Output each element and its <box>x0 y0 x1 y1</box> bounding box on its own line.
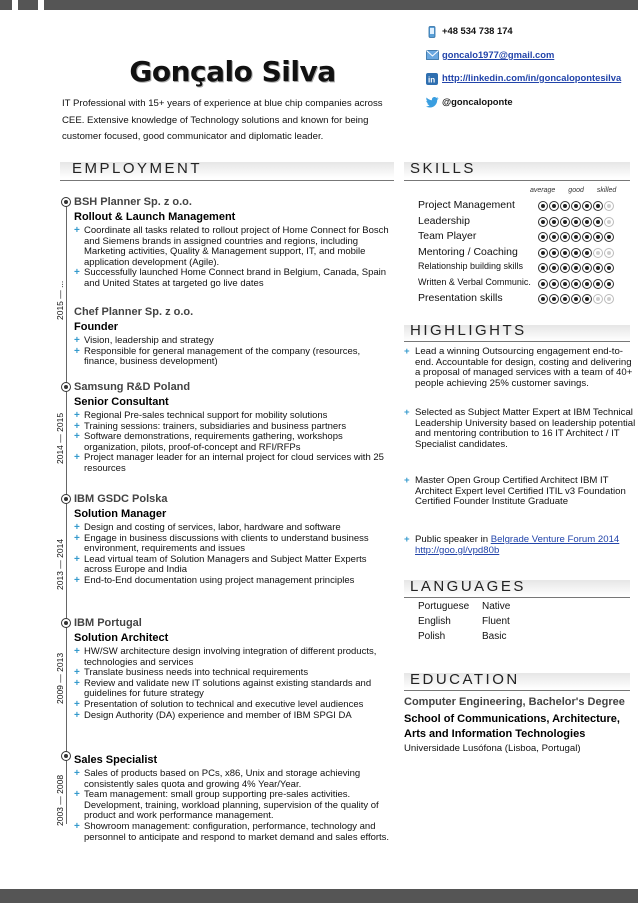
language-level: Fluent <box>482 616 510 627</box>
job-bullet: + HW/SW architecture design involving integration of different products, technologies and services <box>74 647 392 668</box>
twitter-icon <box>426 97 438 108</box>
skill-rating-dot <box>593 279 603 289</box>
phone-icon <box>426 26 438 37</box>
job-bullets <box>74 647 392 721</box>
degree-title: Computer Engineering, Bachelor's Degree <box>404 696 625 708</box>
job-title: Sales Specialist <box>74 754 158 766</box>
language-row <box>418 601 510 616</box>
job-bullet: + Regional Pre-sales technical support for mobility solutions <box>74 411 392 422</box>
job-bullet: + Translate business needs into technical requirements <box>74 668 392 679</box>
job-bullets <box>74 336 392 368</box>
job-bullet: + Review and validate new IT solutions against existing standards and guidelines for future strategy <box>74 679 392 700</box>
skill-rating-dot <box>582 279 592 289</box>
languages-heading: LANGUAGES <box>410 578 526 595</box>
timeline-dot <box>61 494 71 504</box>
job-bullet: + Design Authority (DA) experience and member of IBM SPGI DA <box>74 711 392 722</box>
skill-rating-dot <box>593 217 603 227</box>
skill-rating-dot <box>571 201 581 211</box>
job-title: Senior Consultant <box>74 396 169 408</box>
company-name: IBM Portugal <box>74 617 142 629</box>
years-label: 2013 — 2014 <box>55 538 65 590</box>
belgrade-forum-link[interactable]: Belgrade Venture Forum 2014 <box>490 534 620 545</box>
skill-rating <box>538 248 615 258</box>
skill-rating-dot <box>549 294 559 304</box>
job-bullet: + Project manager leader for an internal project for cloud services with 25 resources <box>74 453 392 474</box>
language-name: Polish <box>418 631 446 642</box>
highlight-item: + Selected as Subject Matter Expert at IBM Technical Leadership University based on leadership potential and mentoring contribution to 16 IT Architect / IT Specialist candidates. <box>404 408 637 451</box>
skill-rating-dot <box>571 263 581 273</box>
skill-rating-dot <box>538 248 548 258</box>
timeline-line <box>66 200 67 824</box>
skill-rating-dot <box>549 263 559 273</box>
envelope-icon <box>426 50 438 61</box>
skill-rating-dot <box>538 201 548 211</box>
job-entry <box>74 617 392 721</box>
skill-rating-dot <box>538 232 548 242</box>
section-divider <box>404 597 630 598</box>
skill-name: Presentation skills <box>418 292 503 304</box>
job-entry <box>74 751 392 843</box>
skill-rating-dot <box>538 294 548 304</box>
job-title: Founder <box>74 321 118 333</box>
skill-rating-dot <box>593 201 603 211</box>
skill-rating-dot <box>604 217 614 227</box>
job-bullet: + Successfully launched Home Connect brand in Belgium, Canada, Spain and United States at targeted go live dates <box>74 268 392 289</box>
job-bullet: + Coordinate all tasks related to rollout project of Home Connect for Bosch and Siemens brands in assigned countries and regions, including Marketing activities, Quality & Management support, IT, and mobile application development (Agile). <box>74 226 392 268</box>
language-name: Portuguese <box>418 601 470 612</box>
job-bullets <box>74 523 392 587</box>
highlight-item: + Lead a winning Outsourcing engagement end-to-end. Accountable for design, costing and delivering a proposal of managed services with a team of 40+ people achieving 25% customer savings. <box>404 347 637 390</box>
skill-rating-dot <box>571 294 581 304</box>
skill-rating-dot <box>593 232 603 242</box>
legend-skilled: skilled <box>596 187 617 194</box>
company-name: IBM GSDC Polska <box>74 493 168 505</box>
university-name: Universidade Lusófona (Lisboa, Portugal) <box>404 743 581 754</box>
job-bullet: + Team management: small group supporting pre-sales activities. Development, training, workload planning, supervision of the quality of product and work performance management. <box>74 790 392 822</box>
job-entry <box>74 493 392 587</box>
skill-rating-dot <box>538 263 548 273</box>
education-entry <box>404 697 629 754</box>
skill-rating-dot <box>538 217 548 227</box>
years-label: 2003 — 2008 <box>55 774 65 826</box>
timeline-dot <box>61 751 71 761</box>
years-label: 2015 — ... <box>55 280 65 320</box>
language-level: Basic <box>482 631 507 642</box>
skill-rating-dot <box>549 248 559 258</box>
language-row <box>418 631 510 646</box>
section-divider <box>60 180 394 181</box>
job-bullet: + Engage in business discussions with clients to understand business environment, requirements and issues <box>74 534 392 555</box>
highlight-item: + Master Open Group Certified Architect IBM IT Architect Expert level Certified ITIL v3 Foundation Certified Founder Institute Graduate <box>404 476 637 508</box>
skill-name: Written & Verbal Communic. <box>418 276 531 287</box>
section-divider <box>404 690 630 691</box>
legend-average: average <box>530 187 556 194</box>
language-row <box>418 616 510 631</box>
linkedin-icon <box>426 73 438 84</box>
company-name: BSH Planner Sp. z o.o. <box>74 196 192 208</box>
languages-table <box>418 601 510 646</box>
contact-linkedin-row <box>426 72 636 84</box>
twitter-handle: @goncaloponte <box>442 96 513 107</box>
skill-rating-dot <box>560 201 570 211</box>
job-bullet: + Lead virtual team of Solution Managers and Subject Matter Experts across Europe and India <box>74 555 392 576</box>
skill-rating-dot <box>538 279 548 289</box>
skill-rating-dot <box>582 248 592 258</box>
years-label: 2014 — 2015 <box>55 412 65 464</box>
phone-number: +48 534 738 174 <box>442 25 513 36</box>
job-title: Solution Architect <box>74 632 169 644</box>
contact-twitter-row <box>426 96 636 108</box>
job-entry <box>74 196 392 290</box>
skill-rating-dot <box>549 279 559 289</box>
skill-rating-dot <box>582 232 592 242</box>
job-bullet: + End-to-End documentation using project management principles <box>74 576 392 587</box>
skill-rating <box>538 294 615 304</box>
skill-rating-dot <box>582 201 592 211</box>
education-heading: EDUCATION <box>410 671 520 688</box>
job-bullets <box>74 769 392 843</box>
job-entry <box>74 381 392 475</box>
company-name: Samsung R&D Poland <box>74 381 191 393</box>
job-entry <box>74 306 392 368</box>
top-bar-gap <box>38 0 44 14</box>
job-bullet: + Software demonstrations, requirements gathering, workshops organization, pilots, proof-of-concept and RFI/RFPs <box>74 432 392 453</box>
skill-rating-dot <box>604 232 614 242</box>
skill-rating-dot <box>604 263 614 273</box>
skill-name: Team Player <box>418 230 477 242</box>
timeline-dot <box>61 197 71 207</box>
skill-name: Relationship building skills <box>418 261 524 271</box>
skill-rating-dot <box>582 294 592 304</box>
skill-rating-dot <box>604 279 614 289</box>
skill-rating-dot <box>571 279 581 289</box>
section-divider <box>404 341 630 342</box>
skill-rating-dot <box>560 294 570 304</box>
job-bullets <box>74 411 392 475</box>
skill-rating-dot <box>560 217 570 227</box>
skill-rating-dot <box>549 232 559 242</box>
years-label: 2009 — 2013 <box>55 652 65 704</box>
skill-rating-dot <box>604 294 614 304</box>
skill-rating-dot <box>560 263 570 273</box>
language-level: Native <box>482 601 511 612</box>
profile-summary: IT Professional with 15+ years of experience at blue chip companies across CEE. Extensive knowledge of Technology solutions and known for being customer focused, good communicator and diplomatic leader. <box>62 98 383 142</box>
skill-rating <box>538 217 615 227</box>
email-link[interactable]: goncalo1977@gmail.com <box>442 49 555 60</box>
contact-email-row <box>426 49 636 61</box>
top-bar-gap <box>12 0 18 14</box>
skills-heading: SKILLS <box>410 160 476 177</box>
skill-name: Leadership <box>418 214 470 227</box>
skill-rating <box>538 201 615 211</box>
skill-rating-dot <box>560 279 570 289</box>
skill-name: Project Management <box>418 199 515 211</box>
linkedin-link[interactable]: http://linkedin.com/in/goncalopontesilva <box>442 72 622 83</box>
language-name: English <box>418 616 451 627</box>
skill-legend <box>530 187 616 194</box>
job-title: Solution Manager <box>74 508 167 520</box>
job-bullet: + Showroom management: configuration, performance, technology and personnel to anticipate and respond to market demand and sales efforts. <box>74 822 392 843</box>
school-name: School of Communications, Architecture, Arts and Information Technologies <box>404 713 620 740</box>
job-bullet: + Sales of products based on PCs, x86, Unix and storage achieving consistently sales quota and growing 4% Year/Year. <box>74 769 392 790</box>
contact-phone-row <box>426 25 636 37</box>
skill-rating-dot <box>604 248 614 258</box>
skill-rating-dot <box>549 217 559 227</box>
skill-rating <box>538 279 615 289</box>
skill-rating-dot <box>560 232 570 242</box>
highlight-item <box>404 535 637 556</box>
timeline-dot <box>61 618 71 628</box>
legend-good: good <box>568 187 584 194</box>
highlight-text: Public speaker in <box>415 534 491 545</box>
skill-rating-dot <box>549 201 559 211</box>
goo-gl-link[interactable]: http://goo.gl/vpd80b <box>415 544 500 556</box>
job-bullet: + Design and costing of services, labor, hardware and software <box>74 523 392 534</box>
timeline-dot <box>61 382 71 392</box>
skill-rating <box>538 263 615 273</box>
skill-rating-dot <box>571 232 581 242</box>
bottom-bar <box>0 889 638 903</box>
skill-rating-dot <box>582 263 592 273</box>
highlights-heading: HIGHLIGHTS <box>410 322 527 339</box>
top-bar <box>0 0 638 10</box>
job-bullet: + Responsible for general management of the company (resources, finance, business development) <box>74 347 392 368</box>
svg-text:in: in <box>428 75 436 85</box>
job-bullet: + Training sessions: trainers, subsidiaries and business partners <box>74 422 392 433</box>
skill-name: Mentoring / Coaching <box>418 245 518 258</box>
job-title: Rollout & Launch Management <box>74 211 236 223</box>
candidate-name: Gonçalo Silva <box>129 55 336 88</box>
job-bullet: + Vision, leadership and strategy <box>74 336 392 347</box>
section-divider <box>404 180 630 181</box>
skill-rating-dot <box>582 217 592 227</box>
skill-rating-dot <box>571 248 581 258</box>
company-name: Chef Planner Sp. z o.o. <box>74 306 194 318</box>
skill-rating-dot <box>593 248 603 258</box>
employment-heading: EMPLOYMENT <box>72 160 203 177</box>
job-bullets <box>74 226 392 290</box>
skill-rating-dot <box>571 217 581 227</box>
job-bullet: + Presentation of solution to technical and executive level audiences <box>74 700 392 711</box>
skill-rating-dot <box>593 263 603 273</box>
skill-rating-dot <box>560 248 570 258</box>
skill-rating-dot <box>604 201 614 211</box>
skill-rating <box>538 232 615 242</box>
skill-rating-dot <box>593 294 603 304</box>
